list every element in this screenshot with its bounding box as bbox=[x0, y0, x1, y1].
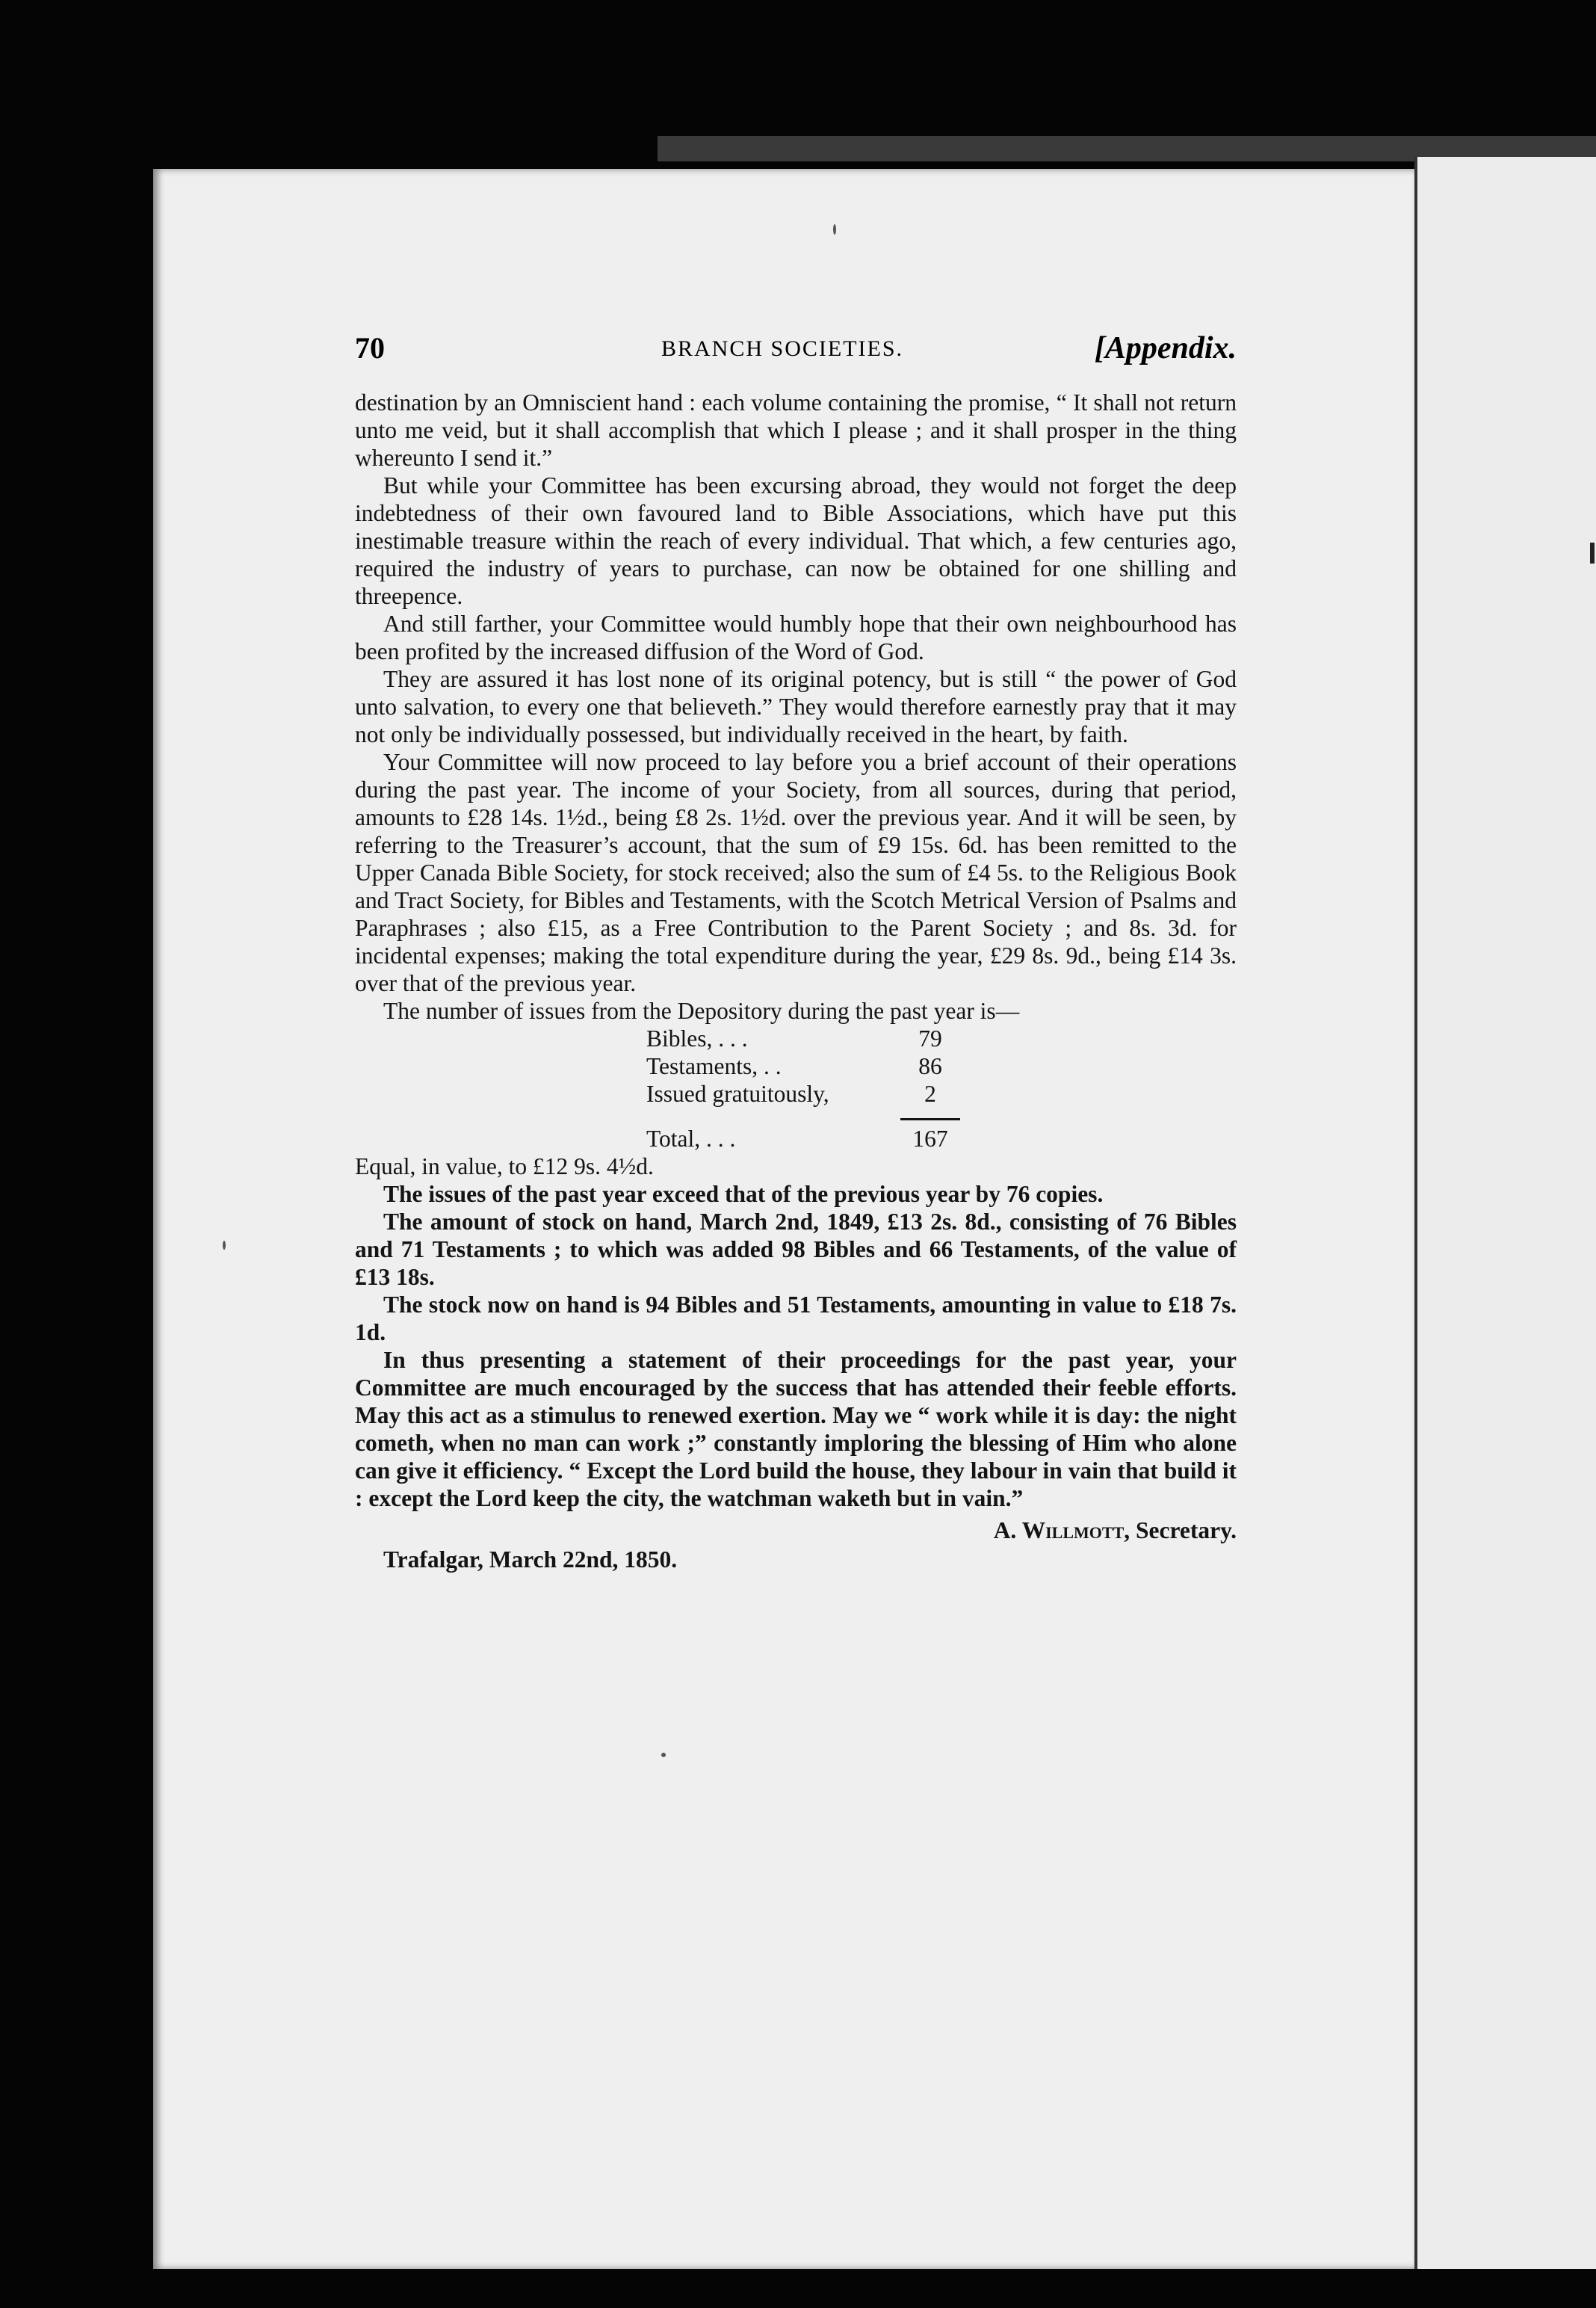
signature: A. Willmott, Secretary. bbox=[993, 1517, 1237, 1543]
section-reference: [Appendix. bbox=[1094, 331, 1237, 365]
adjacent-page-mark bbox=[1590, 543, 1595, 564]
adjacent-page-edge bbox=[1417, 157, 1596, 2269]
issues-row bbox=[646, 1052, 960, 1080]
issues-row bbox=[646, 1025, 960, 1052]
scan-speck bbox=[833, 224, 836, 235]
issues-total-row bbox=[646, 1125, 960, 1153]
paragraph: And still farther, your Committee would humbly hope that their own neighbourhood has been profited by the increased diffusion of the Word of God. bbox=[355, 611, 1237, 664]
paragraph: destination by an Omniscient hand : each volume containing the promise, “ It shall not return unto me veid, but it shall accomplish that which I please ; and it shall prosper in the thing whereunto I send it.” bbox=[355, 389, 1237, 471]
issues-value: 79 bbox=[918, 1025, 942, 1052]
page-number: 70 bbox=[355, 331, 385, 365]
page-header bbox=[355, 330, 1237, 375]
body-text bbox=[355, 389, 1237, 1573]
paragraph: The amount of stock on hand, March 2nd, 1849, £13 2s. 8d., consisting of 76 Bibles and 71 Testaments ; to which was added 98 Bibles and 66 Testaments, of the value of £13 18s. bbox=[355, 1209, 1237, 1290]
running-title: BRANCH SOCIETIES. bbox=[661, 336, 904, 361]
total-label: Total, . . . bbox=[646, 1126, 736, 1152]
place-date: Trafalgar, March 22nd, 1850. bbox=[383, 1546, 678, 1573]
issues-table bbox=[646, 1025, 960, 1153]
issues-label: Issued gratuitously, bbox=[646, 1081, 829, 1107]
paragraph: But while your Committee has been excursing abroad, they would not forget the deep indebtedness of their own favoured land to Bible Associations, which have put this inestimable treasure within the reach of every individual. That which, a few centuries ago, required the industry of years to purchase, can now be obtained for one shilling and threepence. bbox=[355, 472, 1237, 609]
paragraph: The stock now on hand is 94 Bibles and 51 Testaments, amounting in value to £18 7s. 1d. bbox=[355, 1292, 1237, 1345]
issues-value: 2 bbox=[924, 1081, 936, 1107]
paragraph: Your Committee will now proceed to lay before you a brief account of their operations during the past year. The income of your Society, from all sources, during that period, amounts to £28 14s. 1½d., being £8 2s. 1½d. over the previous year. And it will be seen, by referring to the Treasurer’s account, that the sum of £9 15s. 6d. has been remitted to the Upper Canada Bible Society, for stock received; also the sum of £4 5s. to the Religious Book and Tract Society, for Bibles and Testaments, with the Scotch Metrical Version of Psalms and Paraphrases ; also £15, as a Free Contribution to the Parent Society ; and 8s. 3d. for incidental expenses; making the total expenditure during the year, £29 8s. 9d., being £14 3s. over that of the previous year. bbox=[355, 749, 1237, 996]
paragraph: The issues of the past year exceed that of the previous year by 76 copies. bbox=[383, 1181, 1104, 1207]
signatory-name: A. Willmott bbox=[993, 1517, 1125, 1543]
scan-speck bbox=[223, 1241, 226, 1250]
total-rule bbox=[900, 1118, 960, 1120]
scan-speck bbox=[661, 1753, 666, 1757]
issues-label: Testaments, . . bbox=[646, 1053, 782, 1079]
paragraph: In thus presenting a statement of their proceedings for the past year, your Committee are much encouraged by the success that has attended their feeble efforts. May this act as a stimulus to renewed exertion. May we “ work while it is day: the night cometh, when no man can work ;” constantly imploring the blessing of Him who alone can give it efficiency. “ Except the Lord build the house, they labour in vain that build it : except the Lord keep the city, the watchman waketh but in vain.” bbox=[355, 1347, 1237, 1511]
total-value: 167 bbox=[912, 1126, 948, 1152]
equal-value-line: Equal, in value, to £12 9s. 4½d. bbox=[355, 1153, 654, 1179]
issues-label: Bibles, . . . bbox=[646, 1025, 748, 1052]
issues-value: 86 bbox=[918, 1053, 942, 1079]
signatory-title: Secretary. bbox=[1136, 1517, 1237, 1543]
paragraph: The number of issues from the Depository during the past year is— bbox=[383, 998, 1020, 1024]
paragraph: They are assured it has lost none of its original potency, but is still “ the power of God unto salvation, to every one that believeth.” They would therefore earnestly pray that it may not only be individually possessed, but individually received in the heart, by faith. bbox=[355, 666, 1237, 747]
issues-row bbox=[646, 1080, 960, 1108]
